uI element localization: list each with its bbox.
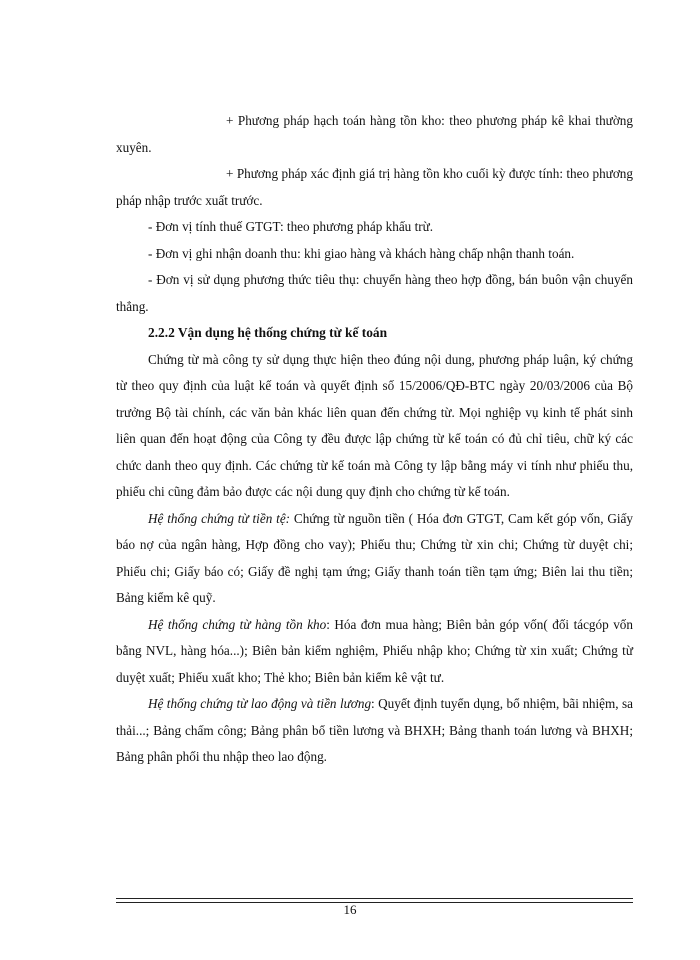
paragraph-labor-vouchers bbox=[116, 691, 633, 771]
document-page bbox=[116, 108, 633, 771]
footer-rule-top bbox=[116, 898, 633, 899]
labor-vouchers-text: : Quyết định tuyển dụng, bổ nhiệm, bãi nhiệm, sa thải...; Bảng chấm công; Bảng phân bổ tiền lương và BHXH; Bảng thanh toán lương và BHXH; Bảng phân phối thu nhập theo lao động. bbox=[116, 696, 633, 764]
paragraph-revenue-recognition: - Đơn vị ghi nhận doanh thu: khi giao hàng và khách hàng chấp nhận thanh toán. bbox=[148, 245, 575, 261]
cash-vouchers-text: Chứng từ nguồn tiền ( Hóa đơn GTGT, Cam kết góp vốn, Giấy báo nợ của ngân hàng, Hợp đồng cho vay); Phiếu thu; Chứng từ xin chi; Chứng từ duyệt chi; Phiếu chi; Giấy báo có; Giấy đề nghị tạm ứng; Giấy thanh toán tiền tạm ứng; Biên lai thu tiền; Bảng kiểm kê quỹ. bbox=[116, 510, 633, 605]
page-number: 16 bbox=[343, 902, 357, 917]
cash-vouchers-label: Hệ thống chứng từ tiền tệ: bbox=[148, 510, 291, 526]
inventory-vouchers-text: : Hóa đơn mua hàng; Biên bản góp vốn( đối tácgóp vốn bằng NVL, hàng hóa...); Biên bản kiểm nghiệm, Phiếu nhập kho; Chứng từ xin xuất; Chứng từ duyệt xuất; Phiếu xuất kho; Thẻ kho; Biên bản kiểm kê vật tư. bbox=[116, 616, 633, 685]
paragraph-inventory-vouchers bbox=[116, 612, 633, 692]
paragraph-vouchers-intro: Chứng từ mà công ty sử dụng thực hiện theo đúng nội dung, phương pháp luận, ký chứng từ theo quy định của luật kế toán và quyết định số 15/2006/QĐ-BTC ngày 20/03/2006 của Bộ trưởng Bộ tài chính, các văn bản khác liên quan đến chứng từ. Mọi nghiệp vụ kinh tế phát sinh liên quan đến hoạt động của Công ty đều được lập chứng từ kế toán có đủ chỉ tiêu, chữ ký các chức danh theo quy định. Các chứng từ kế toán mà Công ty lập bằng máy vi tính như phiếu thu, phiếu chi cũng đảm bảo được các nội dung quy định cho chứng từ kế toán. bbox=[116, 351, 633, 499]
paragraph-cash-vouchers bbox=[116, 506, 633, 612]
paragraph-sales-method: - Đơn vị sử dụng phương thức tiêu thụ: chuyển hàng theo hợp đồng, bán buôn vận chuyển thẳng. bbox=[116, 272, 633, 314]
section-heading: 2.2.2 Vận dụng hệ thống chứng từ kế toán bbox=[148, 325, 388, 340]
labor-vouchers-label: Hệ thống chứng từ lao động và tiền lương bbox=[148, 696, 372, 711]
paragraph-inventory-method: + Phương pháp hạch toán hàng tồn kho: theo phương pháp kê khai thường xuyên. bbox=[116, 113, 633, 155]
inventory-vouchers-label: Hệ thống chứng từ hàng tồn kho bbox=[148, 616, 327, 632]
paragraph-vat-method: - Đơn vị tính thuế GTGT: theo phương pháp khấu trừ. bbox=[148, 219, 434, 234]
paragraph-inventory-valuation: + Phương pháp xác định giá trị hàng tồn kho cuối kỳ được tính: theo phương pháp nhập trước xuất trước. bbox=[116, 166, 633, 208]
